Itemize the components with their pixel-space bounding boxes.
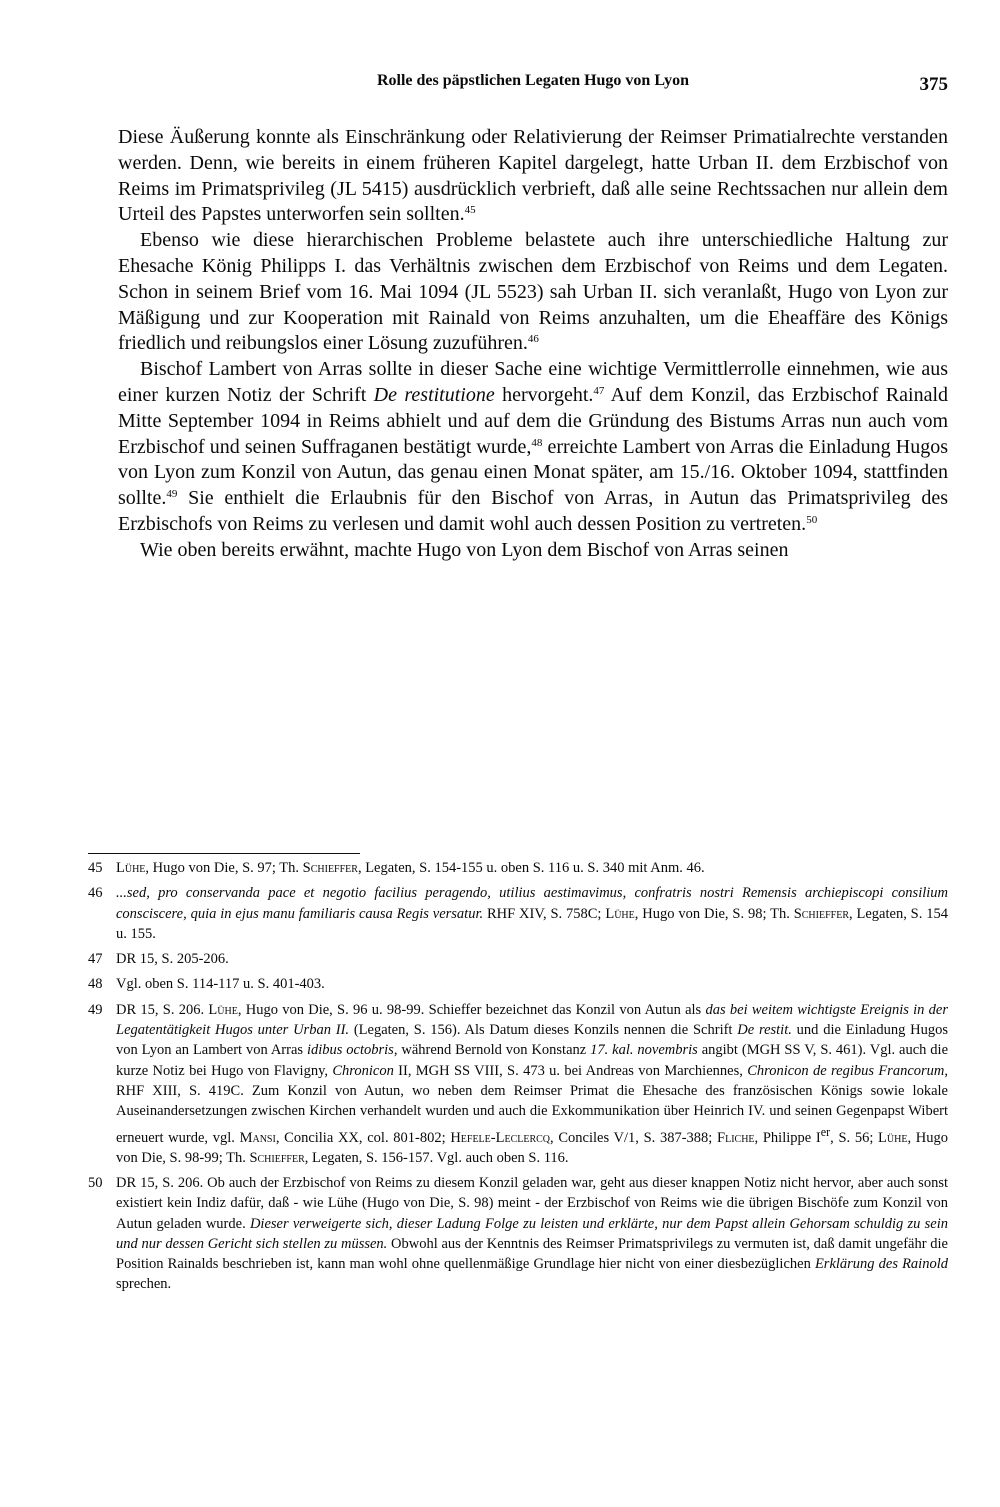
footnote-segment: II, MGH SS VIII, S. 473 u. bei Andreas von Marchiennes, xyxy=(393,1062,748,1079)
footnote-number: 50 xyxy=(88,1174,103,1191)
author-name: Fliche xyxy=(717,1129,755,1146)
ordinal-superscript: er xyxy=(820,1124,831,1139)
footnote-47 xyxy=(88,949,948,969)
footnotes xyxy=(88,858,948,1300)
author-name: Schieffer xyxy=(249,1149,305,1166)
footnote-number: 46 xyxy=(88,885,103,902)
footnote-reference: 45 xyxy=(464,204,476,217)
footnote-segment: , Legaten, S. 154 u. 155. xyxy=(116,905,948,942)
quotation: Dieser verweigerte sich, dieser Ladung Folge zu leisten und erklärte, nur dem Papst allein Gehorsam schuldig zu sein und nur dessen Gericht sich stellen zu müssen. xyxy=(116,1215,948,1252)
footnote-reference: 48 xyxy=(531,436,543,449)
work-title: Chronicon xyxy=(332,1062,394,1079)
paragraph-text: Auf dem Konzil, das Erzbischof Rainald Mitte September 1094 in Reims abhielt und auf dem die Gründung des Bistums Arras nun auch vom Erzbischof und seinen Suffraganen bestätigt wurde, xyxy=(118,383,949,458)
author-name: Lühe xyxy=(605,905,635,922)
footnote-reference: 47 xyxy=(593,384,605,397)
footnote-segment: , Legaten, S. 154-155 u. oben S. 116 u. S. 340 mit Anm. 46. xyxy=(357,860,705,876)
footnote-segment: DR 15, S. 206. xyxy=(116,1001,209,1018)
author-name: Hefele-Leclercq xyxy=(450,1129,551,1146)
footnote-segment: , Philippe I xyxy=(754,1129,821,1146)
footnote-45 xyxy=(88,858,948,878)
footnote-segment: , Hugo von Die, S. 98; Th. xyxy=(634,905,794,922)
footnote-text xyxy=(116,858,948,878)
footnote-text: Vgl. oben S. 114-117 u. S. 401-403. xyxy=(116,976,325,993)
main-text xyxy=(118,125,948,564)
footnote-separator xyxy=(88,853,360,854)
footnote-reference: 49 xyxy=(166,488,178,501)
footnote-segment: DR 15, S. 206. Ob auch der Erzbischof von Reims zu diesem Konzil geladen war, geht aus dieser knappen Notiz nicht hervor, aber auch sonst existiert kein Indiz dafür, daß - wie Lühe (Hugo von Die, S. 98) meint - der Erzbischof von Reims wie die übrigen Bischöfe zum Konzil von Autun geladen wurde. xyxy=(116,1174,948,1232)
latin-quote: ...sed, pro conservanda pace et negotio facilius peragendo, utilius aestimavimus, confratris nostri Remensis archiepiscopi consilium consciscere, quia in ejus manu familiaris causa Regis versatur. xyxy=(116,885,948,922)
footnote-text xyxy=(116,1000,948,1168)
author-name: Lühe xyxy=(116,860,146,876)
author-name: Mansi xyxy=(239,1129,276,1146)
footnote-number: 49 xyxy=(88,1001,103,1018)
footnote-segment: , Legaten, S. 156-157. Vgl. auch oben S. 116. xyxy=(304,1149,569,1166)
running-header xyxy=(118,72,948,106)
footnote-segment: , Hugo von Die, S. 96 u. 98-99. Schieffer bezeichnet das Konzil von Autun als xyxy=(237,1001,706,1018)
footnote-segment: , S. 56; xyxy=(830,1129,879,1146)
footnote-segment: , Hugo von Die, S. 97; Th. xyxy=(145,860,303,876)
footnote-50 xyxy=(88,1173,948,1295)
page-number: 375 xyxy=(919,74,948,95)
footnote-segment: und die Einladung Hugos von Lyon an Lambert von Arras xyxy=(116,1022,948,1059)
footnote-segment: , Concilia XX, col. 801-802; xyxy=(275,1129,451,1146)
footnote-segment: , RHF XIII, S. 419C. Zum Konzil von Autun, wo neben dem Reimser Primat die Ehesache des französischen Königs sowie lokale Auseinandersetzungen zwischen Kirchen verhandelt wurden und auch die Exkommunikation über Heinrich IV. und seinen Gegenpapst Wibert erneuert wurde, vgl. xyxy=(116,1062,948,1146)
paragraph-4 xyxy=(118,538,948,564)
quotation: das bei weitem wichtigste Ereignis in der Legatentätigkeit Hugos unter Urban II. xyxy=(116,1001,949,1039)
footnote-number: 45 xyxy=(88,860,103,876)
paragraph-2 xyxy=(118,228,948,357)
footnote-text xyxy=(116,883,948,944)
paragraph-3 xyxy=(118,357,948,538)
footnote-49 xyxy=(88,1000,948,1168)
quotation: Erklärung des Rainold xyxy=(814,1256,948,1273)
footnote-segment: , Hugo von Die, S. 98-99; Th. xyxy=(116,1129,949,1166)
footnote-reference: 46 xyxy=(527,333,539,346)
footnote-reference: 50 xyxy=(806,513,818,526)
paragraph-text: erreichte Lambert von Arras die Einladung Hugos von Lyon zum Konzil von Autun, das genau einen Monat später, am 15./16. Oktober 1094, stattfinden sollte. xyxy=(118,435,949,510)
latin-date: idibus octobris xyxy=(306,1042,394,1059)
author-name: Schieffer xyxy=(793,905,849,922)
work-title: De restitutione xyxy=(373,383,495,406)
footnote-46 xyxy=(88,883,948,944)
author-name: Lühe xyxy=(208,1001,238,1018)
footnote-segment: angibt (MGH SS V, S. 461). Vgl. auch die kurze Notiz bei Hugo von Flavigny, xyxy=(116,1042,949,1079)
footnote-segment: sprechen. xyxy=(116,1276,172,1293)
work-title: Chronicon de regibus Francorum xyxy=(747,1062,945,1079)
author-name: Schieffer xyxy=(302,860,358,876)
footnote-segment: RHF XIV, S. 758C; xyxy=(483,905,606,922)
footnote-segment: , Conciles V/1, S. 387-388; xyxy=(550,1129,718,1146)
paragraph-1 xyxy=(118,125,948,228)
paragraph-text: Bischof Lambert von Arras sollte in dieser Sache eine wichtige Vermittlerrolle einnehmen, wie aus einer kurzen Notiz der Schrift xyxy=(118,358,948,406)
footnote-number: 48 xyxy=(88,976,103,993)
running-title: Rolle des päpstlichen Legaten Hugo von Lyon xyxy=(376,72,690,89)
footnote-segment: , während Bernold von Konstanz xyxy=(393,1042,591,1059)
footnote-48 xyxy=(88,974,948,994)
paragraph-text: Wie oben bereits erwähnt, machte Hugo von Lyon dem Bischof von Arras seinen xyxy=(140,538,789,561)
paragraph-text: Diese Äußerung konnte als Einschränkung oder Relativierung der Reimser Primatialrechte verstanden werden. Denn, wie bereits in einem früheren Kapitel dargelegt, hatte Urban II. dem Erzbischof von Reims im Primatsprivileg (JL 5415) ausdrücklich verbrieft, daß alle seine Rechtssachen nur allein dem Urteil des Papstes unterworfen sein sollten. xyxy=(118,126,948,226)
work-title: De restit. xyxy=(737,1022,792,1039)
footnote-text xyxy=(116,1173,948,1295)
footnote-number: 47 xyxy=(88,951,103,968)
footnote-segment: (Legaten, S. 156). Als Datum dieses Konzils nennen die Schrift xyxy=(349,1022,738,1039)
paragraph-text: hervorgeht. xyxy=(502,383,594,406)
paragraph-text: Ebenso wie diese hierarchischen Probleme belastete auch ihre unterschiedliche Haltung zur Ehesache König Philipps I. das Verhältnis zwischen dem Erzbischof von Reims und dem Legaten. Schon in seinem Brief vom 16. Mai 1094 (JL 5523) sah Urban II. sich veranlaßt, Hugo von Lyon zur Mäßigung und zur Kooperation mit Rainald von Reims anzuhalten, um die Eheaffäre des Königs friedlich und reibungslos einer Lösung zuzuführen. xyxy=(118,229,948,355)
author-name: Lühe xyxy=(878,1129,908,1146)
footnote-segment: Obwohl aus der Kenntnis des Reimser Primatsprivilegs zu vermuten ist, daß damit ungefähr die Position Rainalds beschrieben ist, kann man wohl ohne quellenmäßige Grundlage hier nicht von einer diesbezüglichen xyxy=(116,1235,948,1273)
paragraph-text: Sie enthielt die Erlaubnis für den Bischof von Arras, in Autun das Primatsprivileg des Erzbischofs von Reims zu verlesen und damit wohl auch dessen Position zu vertreten. xyxy=(118,487,949,535)
footnote-text: DR 15, S. 205-206. xyxy=(116,951,229,968)
latin-date: 17. kal. novembris xyxy=(590,1042,698,1059)
